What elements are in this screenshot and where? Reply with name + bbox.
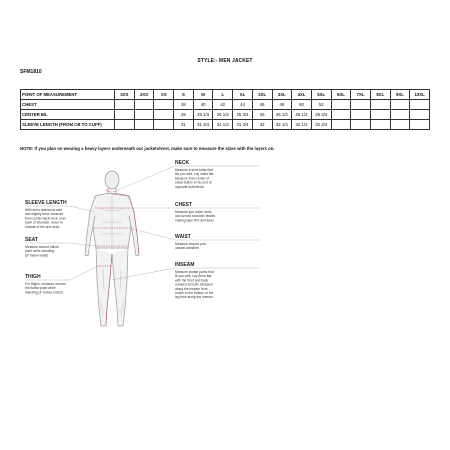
measurement-cell: 32 3/4 [311,120,331,130]
measurement-cell: 50 [292,100,312,110]
size-header-cell: 2XS [134,90,154,100]
measurement-cell: 26 3/4 [311,110,331,120]
size-header-cell: M [193,90,213,100]
measurement-cell: 38 [174,100,194,110]
waist-description-line: natural waistline. [175,246,200,251]
size-header-cell: XS [154,90,174,100]
measurement-cell: 25 1/2 [213,110,233,120]
inseam-title: INSEAM [175,262,195,268]
size-header-cell: XL [233,90,253,100]
table-row [21,110,430,120]
size-header-cell: 7XL [351,90,371,100]
seat-description-line: point while standing. [25,249,55,254]
measurement-cell [115,120,135,130]
measurement-cell: 44 [233,100,253,110]
measurement-cell: 32 [252,120,272,130]
header-label-cell: POINT OF MEASUREMENT [21,90,115,100]
measurement-cell [410,120,430,130]
measurement-cell: 25 3/4 [233,110,253,120]
measurement-cell [370,100,390,110]
inseam-description-line: crotch to the bottom of the [175,291,214,295]
size-header-cell: 3XL [272,90,292,100]
measurement-cell: 52 [311,100,331,110]
size-header-cell: 5XL [311,90,331,100]
measurement-cell [410,110,430,120]
measurement-cell: 31 [174,120,194,130]
table-header-row [21,90,430,100]
measurement-cell [390,120,410,130]
chest-description-line: holding tape firm and level. [175,218,215,223]
table-row [21,120,430,130]
chest-description-line: and across shoulder blades [175,214,216,219]
measurement-cell [351,120,371,130]
sleeve-description-line: and slightly bent, measure [25,212,64,217]
seat-title: SEAT [25,237,38,243]
measurement-cell: 31 3/4 [233,120,253,130]
waist-title: WAIST [175,234,191,240]
measurement-cell [154,120,174,130]
thigh-title: THIGH [25,274,41,280]
size-header-cell: 9XL [390,90,410,100]
size-header-cell: 3XS [115,90,135,100]
measurement-cell [154,110,174,120]
measurement-cell: 26 1/4 [272,110,292,120]
measurement-cell [331,110,351,120]
measurement-cell [134,120,154,130]
measurement-cell: 48 [272,100,292,110]
row-label-cell: CENTER B/L [21,110,115,120]
measurement-cell [331,100,351,110]
row-label-cell: SLEEVE LENGTH (FROM CB TO CUFF) [21,120,115,130]
figure-head [105,171,119,189]
seat-description-line: Measure around fullest [25,245,59,249]
measurement-cell [370,120,390,130]
measurement-cell [331,120,351,130]
sleeve-title: SLEEVE LENGTH [25,200,67,206]
measurement-cell [390,100,410,110]
inseam-description-line: Measure similar pants that [175,270,214,274]
measurement-cell: 32 1/2 [292,120,312,130]
size-header-cell: 10XL [410,90,430,100]
neck-description-line: Measure a shirt collar that [175,168,213,172]
chest-description [175,210,216,222]
measurement-cell: 46 [252,100,272,110]
measurement-cell [390,110,410,120]
style-title: STYLE:- MEN JACKET [197,58,253,64]
chest-description-line: Measure just under arms [175,210,212,214]
size-chart-table [20,89,430,130]
measurement-cell: 25 [174,110,194,120]
measurement-cell: 25 1/4 [193,110,213,120]
measurement-cell: 26 [252,110,272,120]
neck-description-line: collar button to far end of [175,180,212,185]
measurement-cell: 31 3/4 [193,120,213,130]
size-header-cell: 2XL [252,90,272,100]
measurement-cell [134,110,154,120]
measurement-cell: 31 1/2 [213,120,233,130]
thigh-description [25,282,66,294]
measurement-cell: 26 1/2 [292,110,312,120]
thigh-description-line: For thighs, measure around [25,282,66,286]
sleeve-description-line: With arms relaxed at side [25,208,63,212]
sleeve-description-line: point of shoulder, down to [25,220,63,225]
measurement-cell: 42 [213,100,233,110]
waist-description [175,242,207,250]
measurement-cell [351,100,371,110]
measurement-cell [115,110,135,120]
style-code: SFM1810 [20,69,42,75]
table-row [21,100,430,110]
seat-description [25,245,59,257]
inseam-description-line: leg hem along the inseam. [175,295,214,300]
layering-note: NOTE: If you plan on wearing a heavy layers underneath our jackets/vest, make sure to measure the sizes with the layers on. [20,146,275,151]
measurement-cell [134,100,154,110]
neck-description-line: opposite buttonhole. [175,184,205,189]
waist-description-line: Measure around your [175,242,207,246]
measurement-cell [410,100,430,110]
inseam-description-line: creased smooth. Measure [175,282,214,287]
neck-title: NECK [175,160,190,166]
neck-description-line: fits you well. Lay collar flat. [175,172,215,177]
inseam-description [175,270,214,299]
row-label-cell: CHEST [21,100,115,110]
measurement-guide-diagram [0,150,450,340]
seat-description-line: (8" below waist) [25,253,49,258]
measurement-cell [115,100,135,110]
neck-description-line: Measure from center of [175,176,210,181]
measurement-cell: 32 1/4 [272,120,292,130]
size-header-cell: 6XL [331,90,351,100]
size-header-cell: 4XL [292,90,312,100]
inseam-description-line: with the front and back [175,278,209,283]
measurement-cell: 40 [193,100,213,110]
thigh-description-line: standing (4" below crotch) [25,290,64,295]
size-header-cell: L [213,90,233,100]
measurement-cell [154,100,174,110]
measurement-cell [370,110,390,120]
measurement-cell [351,110,371,120]
inseam-description-line: fit you well. Lay them flat, [175,274,213,279]
neck-description [175,168,214,189]
size-header-cell: S [174,90,194,100]
chest-title: CHEST [175,202,192,208]
sleeve-description-line: outside of the arm wrist. [25,224,60,229]
sleeve-description-line: from center back neck, over [25,216,66,221]
thigh-description-line: the fullest point while [25,286,56,291]
size-header-cell: 8XL [370,90,390,100]
sleeve-description [25,208,67,229]
inseam-description-line: along the inseam from [175,286,208,291]
